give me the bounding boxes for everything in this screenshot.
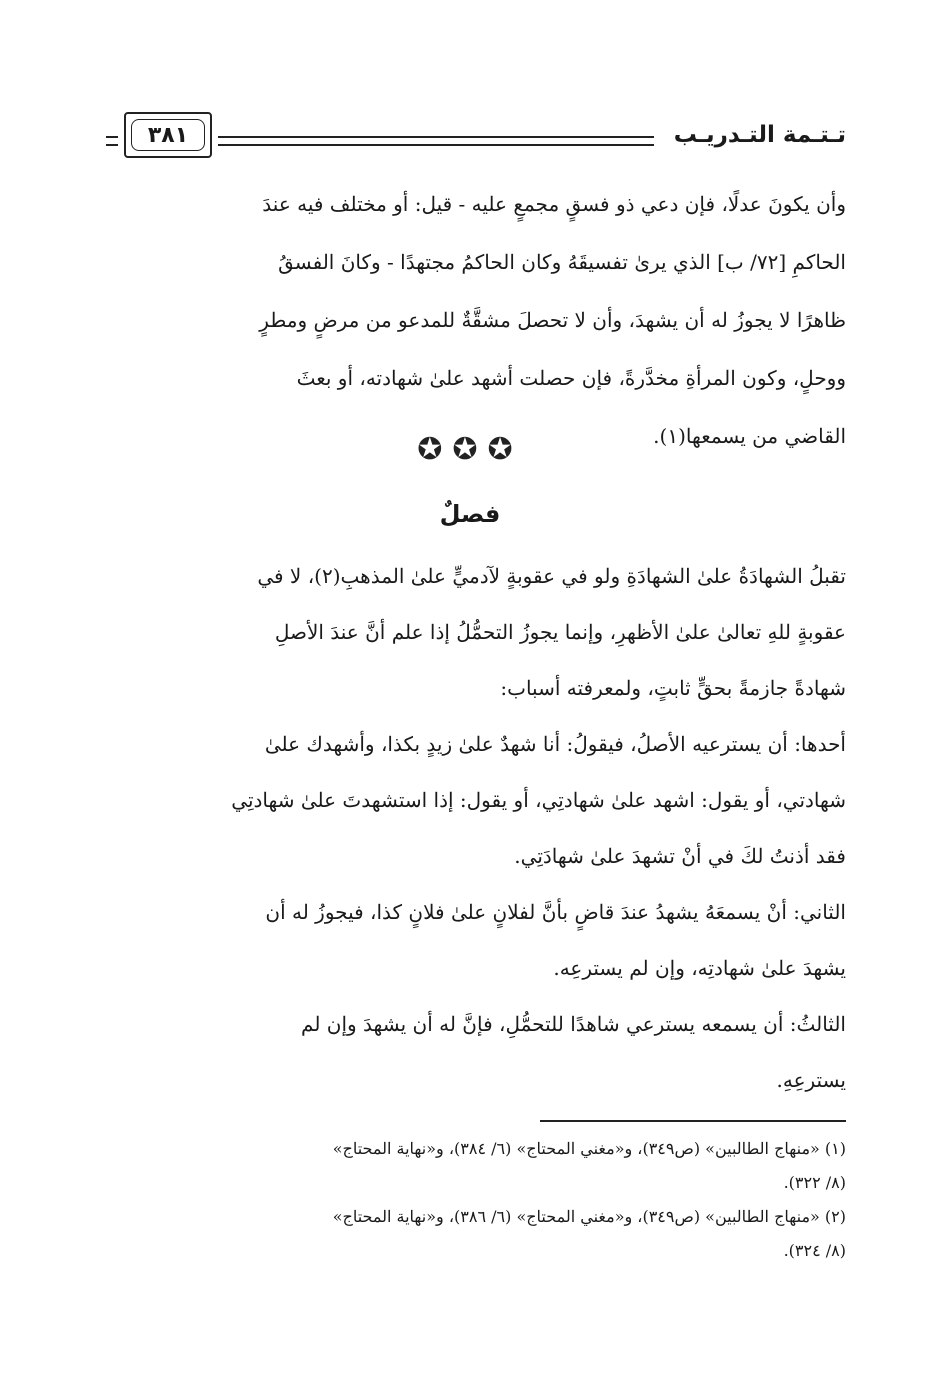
text-line: يشهدَ علىٰ شهادتِه، وإن لم يسترعِه. bbox=[553, 956, 846, 980]
footnotes bbox=[108, 1132, 846, 1268]
text-line: شهادةً جازمةً بحقٍّ ثابتٍ، ولمعرفته أسباب: bbox=[500, 676, 846, 700]
text-line: فقد أذنتُ لكَ في أنْ تشهدَ علىٰ شهادَتِي. bbox=[514, 844, 846, 868]
page-number: ٣٨١ bbox=[131, 119, 205, 151]
text-line: شهادتي، أو يقول: اشهد علىٰ شهادتِي، أو يقول: إذا استشهدتَ علىٰ شهادتِي bbox=[231, 788, 846, 812]
text-line: عقوبةٍ للهِ تعالىٰ علىٰ الأظهرِ، وإنما يجوزُ التحمُّلُ إذا علم أنَّ عندَ الأصلِ bbox=[274, 620, 846, 644]
running-title: تـتـمة التـدريـب bbox=[673, 122, 846, 148]
text-line: الثاني: أنْ يسمعَهُ يشهدُ عندَ قاضٍ بأنَّ لفلانٍ علىٰ فلانٍ كذا، فيجوزُ له أن bbox=[265, 900, 846, 924]
header-rule bbox=[218, 136, 654, 146]
section-title: فصلٌ bbox=[439, 500, 501, 528]
header-rule-end bbox=[106, 136, 118, 146]
footnote-line: (١) «منهاج الطالبين» (ص٣٤٩)، و«مغني المحتاج» (٦/ ٣٨٤)، و«نهاية المحتاج» bbox=[332, 1139, 846, 1158]
text-line: ظاهرًا لا يجوزُ له أن يشهدَ، وأن لا تحصلَ مشقَّةٌ للمدعو من مرضٍ ومطرٍ bbox=[259, 308, 846, 332]
paragraph-continued bbox=[108, 175, 846, 465]
text-line: ووحلٍ، وكون المرأةِ مخدَّرةً، فإن حصلت أشهد علىٰ شهادته، أو بعثَ bbox=[296, 366, 846, 390]
text-line: أحدها: أن يسترعيه الأصلُ، فيقولُ: أنا شهدٌ علىٰ زيدٍ بكذا، وأشهدك علىٰ bbox=[264, 732, 846, 756]
text-line: تقبلُ الشهادَةُ علىٰ الشهادَةِ ولو في عقوبةٍ لآدميٍّ علىٰ المذهبِ(٢)، لا في bbox=[257, 564, 846, 588]
footnote-line: (٢) «منهاج الطالبين» (ص٣٤٩)، و«مغني المحتاج» (٦/ ٣٨٦)، و«نهاية المحتاج» bbox=[332, 1207, 846, 1226]
text-line: القاضي من يسمعها(١). bbox=[653, 424, 846, 448]
footnote-line: (٨/ ٣٢٢). bbox=[783, 1173, 846, 1192]
text-line: يسترعِهِ. bbox=[776, 1068, 846, 1092]
section-ornament: ✪✪✪ bbox=[417, 432, 523, 467]
running-header bbox=[106, 112, 846, 164]
text-line: الحاكمِ [٧٢/ ب] الذي يرىٰ تفسيقَهُ وكان الحاكمُ مجتهدًا - وكانَ الفسقُ bbox=[278, 250, 846, 274]
section-body bbox=[108, 548, 846, 1108]
footnote-line: (٨/ ٣٢٤). bbox=[783, 1241, 846, 1260]
page-number-box bbox=[124, 112, 212, 158]
footnote-rule bbox=[540, 1120, 846, 1122]
text-line: وأن يكونَ عدلًا، فإن دعي ذو فسقٍ مجمعٍ عليه - قيل: أو مختلف فيه عندَ bbox=[262, 192, 846, 216]
text-line: الثالثُ: أن يسمعه يسترعي شاهدًا للتحمُّلِ، فإنَّ له أن يشهدَ وإن لم bbox=[301, 1012, 846, 1036]
